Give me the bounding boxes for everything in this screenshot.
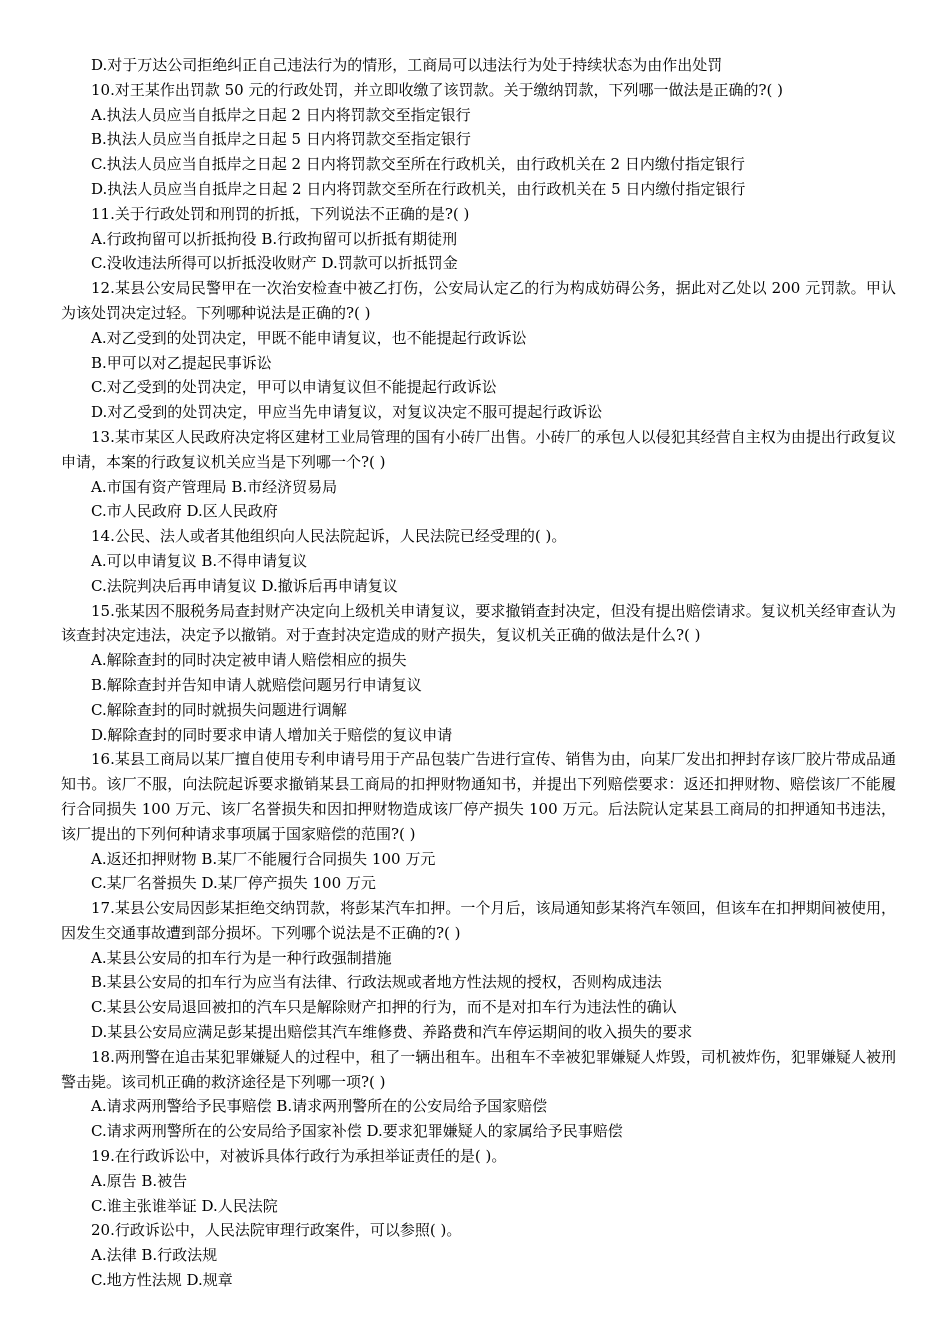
q15-option-d: D.解除查封的同时要求申请人增加关于赔偿的复议申请 (91, 725, 453, 744)
q10-option-c: C.执法人员应当自抵岸之日起 2 日内将罚款交至所在行政机关，由行政机关在 2 日内缴付指定银行 (91, 155, 745, 174)
q17-option-b: B.某县公安局的扣车行为应当有法律、行政法规或者地方性法规的授权，否则构成违法 (91, 973, 662, 992)
q12-stem: 12.某县公安局民警甲在一次治安检查中被乙打伤，公安局认定乙的行为构成妨碍公务，据此对乙处以 200 元罚款。甲认为该处罚决定过轻。下列哪种说法是正确的?( ) (61, 279, 896, 322)
q11-options-cd: C.没收违法所得可以折抵没收财产 D.罚款可以折抵罚金 (91, 254, 458, 273)
q9-option-d: D.对于万达公司拒绝纠正自己违法行为的情形，工商局可以违法行为处于持续状态为由作出处罚 (91, 56, 723, 74)
document-page (61, 53, 896, 1293)
q17-stem: 17.某县公安局因彭某拒绝交纳罚款，将彭某汽车扣押。一个月后，该局通知彭某将汽车领回，但该车在扣押期间被使用，因发生交通事故遭到部分损坏。下列哪个说法是不正确的?( ) (61, 899, 896, 942)
q11-options-ab: A.行政拘留可以折抵拘役 B.行政拘留可以折抵有期徒刑 (91, 229, 458, 248)
q10-option-a: A.执法人员应当自抵岸之日起 2 日内将罚款交至指定银行 (91, 105, 471, 124)
q18-stem: 18.两刑警在追击某犯罪嫌疑人的过程中，租了一辆出租车。出租车不幸被犯罪嫌疑人炸毁，司机被炸伤，犯罪嫌疑人被刑警击毙。该司机正确的救济途径是下列哪一项?( ) (61, 1047, 896, 1091)
q13-stem: 13.某市某区人民政府决定将区建材工业局管理的国有小砖厂出售。小砖厂的承包人以侵犯其经营自主权为由提出行政复议申请，本案的行政复议机关应当是下列哪一个?( ) (61, 427, 896, 471)
q16-stem: 16.某县工商局以某厂擅自使用专利申请号用于产品包装广告进行宣传、销售为由，向某厂发出扣押封存该厂胶片带成品通知书。该厂不服，向法院起诉要求撤销某县工商局的扣押财物通知书，并提出下列赔偿要求：返还扣押财物、赔偿该厂不能履行合同损失 100 万元、该厂名誉损失和因扣押财物造成该厂停产损失 100 万元。后法院认定某县工商局的扣押通知书违法，该厂提出的下列何种请求事项属于国家赔偿的范围?( ) (61, 750, 896, 843)
q10-stem: 10.对王某作出罚款 50 元的行政处罚，并立即收缴了该罚款。关于缴纳罚款，下列哪一做法是正确的?( ) (91, 80, 783, 99)
q15-stem: 15.张某因不服税务局查封财产决定向上级机关申请复议，要求撤销查封决定，但没有提出赔偿请求。复议机关经审查认为该查封决定违法，决定予以撤销。对于查封决定造成的财产损失，复议机关正确的做法是什么?( ) (61, 601, 896, 645)
q14-stem: 14.公民、法人或者其他组织向人民法院起诉，人民法院已经受理的( )。 (91, 527, 567, 546)
q14-options-cd: C.法院判决后再申请复议 D.撤诉后再申请复议 (91, 576, 398, 595)
q20-options-cd: C.地方性法规 D.规章 (91, 1271, 233, 1290)
q12-option-c: C.对乙受到的处罚决定，甲可以申请复议但不能提起行政诉讼 (91, 378, 497, 397)
q19-options-ab: A.原告 B.被告 (91, 1171, 188, 1190)
q12-option-b: B.甲可以对乙提起民事诉讼 (91, 353, 272, 372)
q11-stem: 11.关于行政处罚和刑罚的折抵，下列说法不正确的是?( ) (91, 204, 470, 223)
q15-option-b: B.解除查封并告知申请人就赔偿问题另行申请复议 (91, 675, 422, 694)
q20-stem: 20.行政诉讼中，人民法院审理行政案件，可以参照( )。 (91, 1221, 462, 1240)
q20-options-ab: A.法律 B.行政法规 (91, 1246, 218, 1265)
q18-options-cd: C.请求两刑警所在的公安局给予国家补偿 D.要求犯罪嫌疑人的家属给予民事赔偿 (91, 1122, 623, 1141)
q13-options-cd: C.市人民政府 D.区人民政府 (91, 502, 278, 521)
q10-option-b: B.执法人员应当自抵岸之日起 5 日内将罚款交至指定银行 (91, 130, 471, 149)
q12-option-a: A.对乙受到的处罚决定，甲既不能申请复议，也不能提起行政诉讼 (91, 328, 527, 347)
q15-option-a: A.解除查封的同时决定被申请人赔偿相应的损失 (91, 651, 407, 670)
q18-options-ab: A.请求两刑警给予民事赔偿 B.请求两刑警所在的公安局给予国家赔偿 (91, 1097, 548, 1116)
q17-option-d: D.某县公安局应满足彭某提出赔偿其汽车维修费、养路费和汽车停运期间的收入损失的要求 (91, 1023, 693, 1042)
q16-options-ab: A.返还扣押财物 B.某厂不能履行合同损失 100 万元 (91, 849, 436, 868)
q17-option-a: A.某县公安局的扣车行为是一种行政强制措施 (91, 948, 392, 967)
q15-option-c: C.解除查封的同时就损失问题进行调解 (91, 700, 347, 719)
q14-options-ab: A.可以申请复议 B.不得申请复议 (91, 551, 308, 570)
q16-options-cd: C.某厂名誉损失 D.某厂停产损失 100 万元 (91, 874, 376, 893)
q12-option-d: D.对乙受到的处罚决定，甲应当先申请复议，对复议决定不服可提起行政诉讼 (91, 403, 603, 422)
q13-options-ab: A.市国有资产管理局 B.市经济贸易局 (91, 477, 338, 496)
q19-stem: 19.在行政诉讼中，对被诉具体行政行为承担举证责任的是( )。 (91, 1147, 507, 1166)
q10-option-d: D.执法人员应当自抵岸之日起 2 日内将罚款交至所在行政机关，由行政机关在 5 日内缴付指定银行 (91, 179, 746, 198)
q17-option-c: C.某县公安局退回被扣的汽车只是解除财产扣押的行为，而不是对扣车行为违法性的确认 (91, 998, 677, 1017)
q19-options-cd: C.谁主张谁举证 D.人民法院 (91, 1196, 278, 1215)
